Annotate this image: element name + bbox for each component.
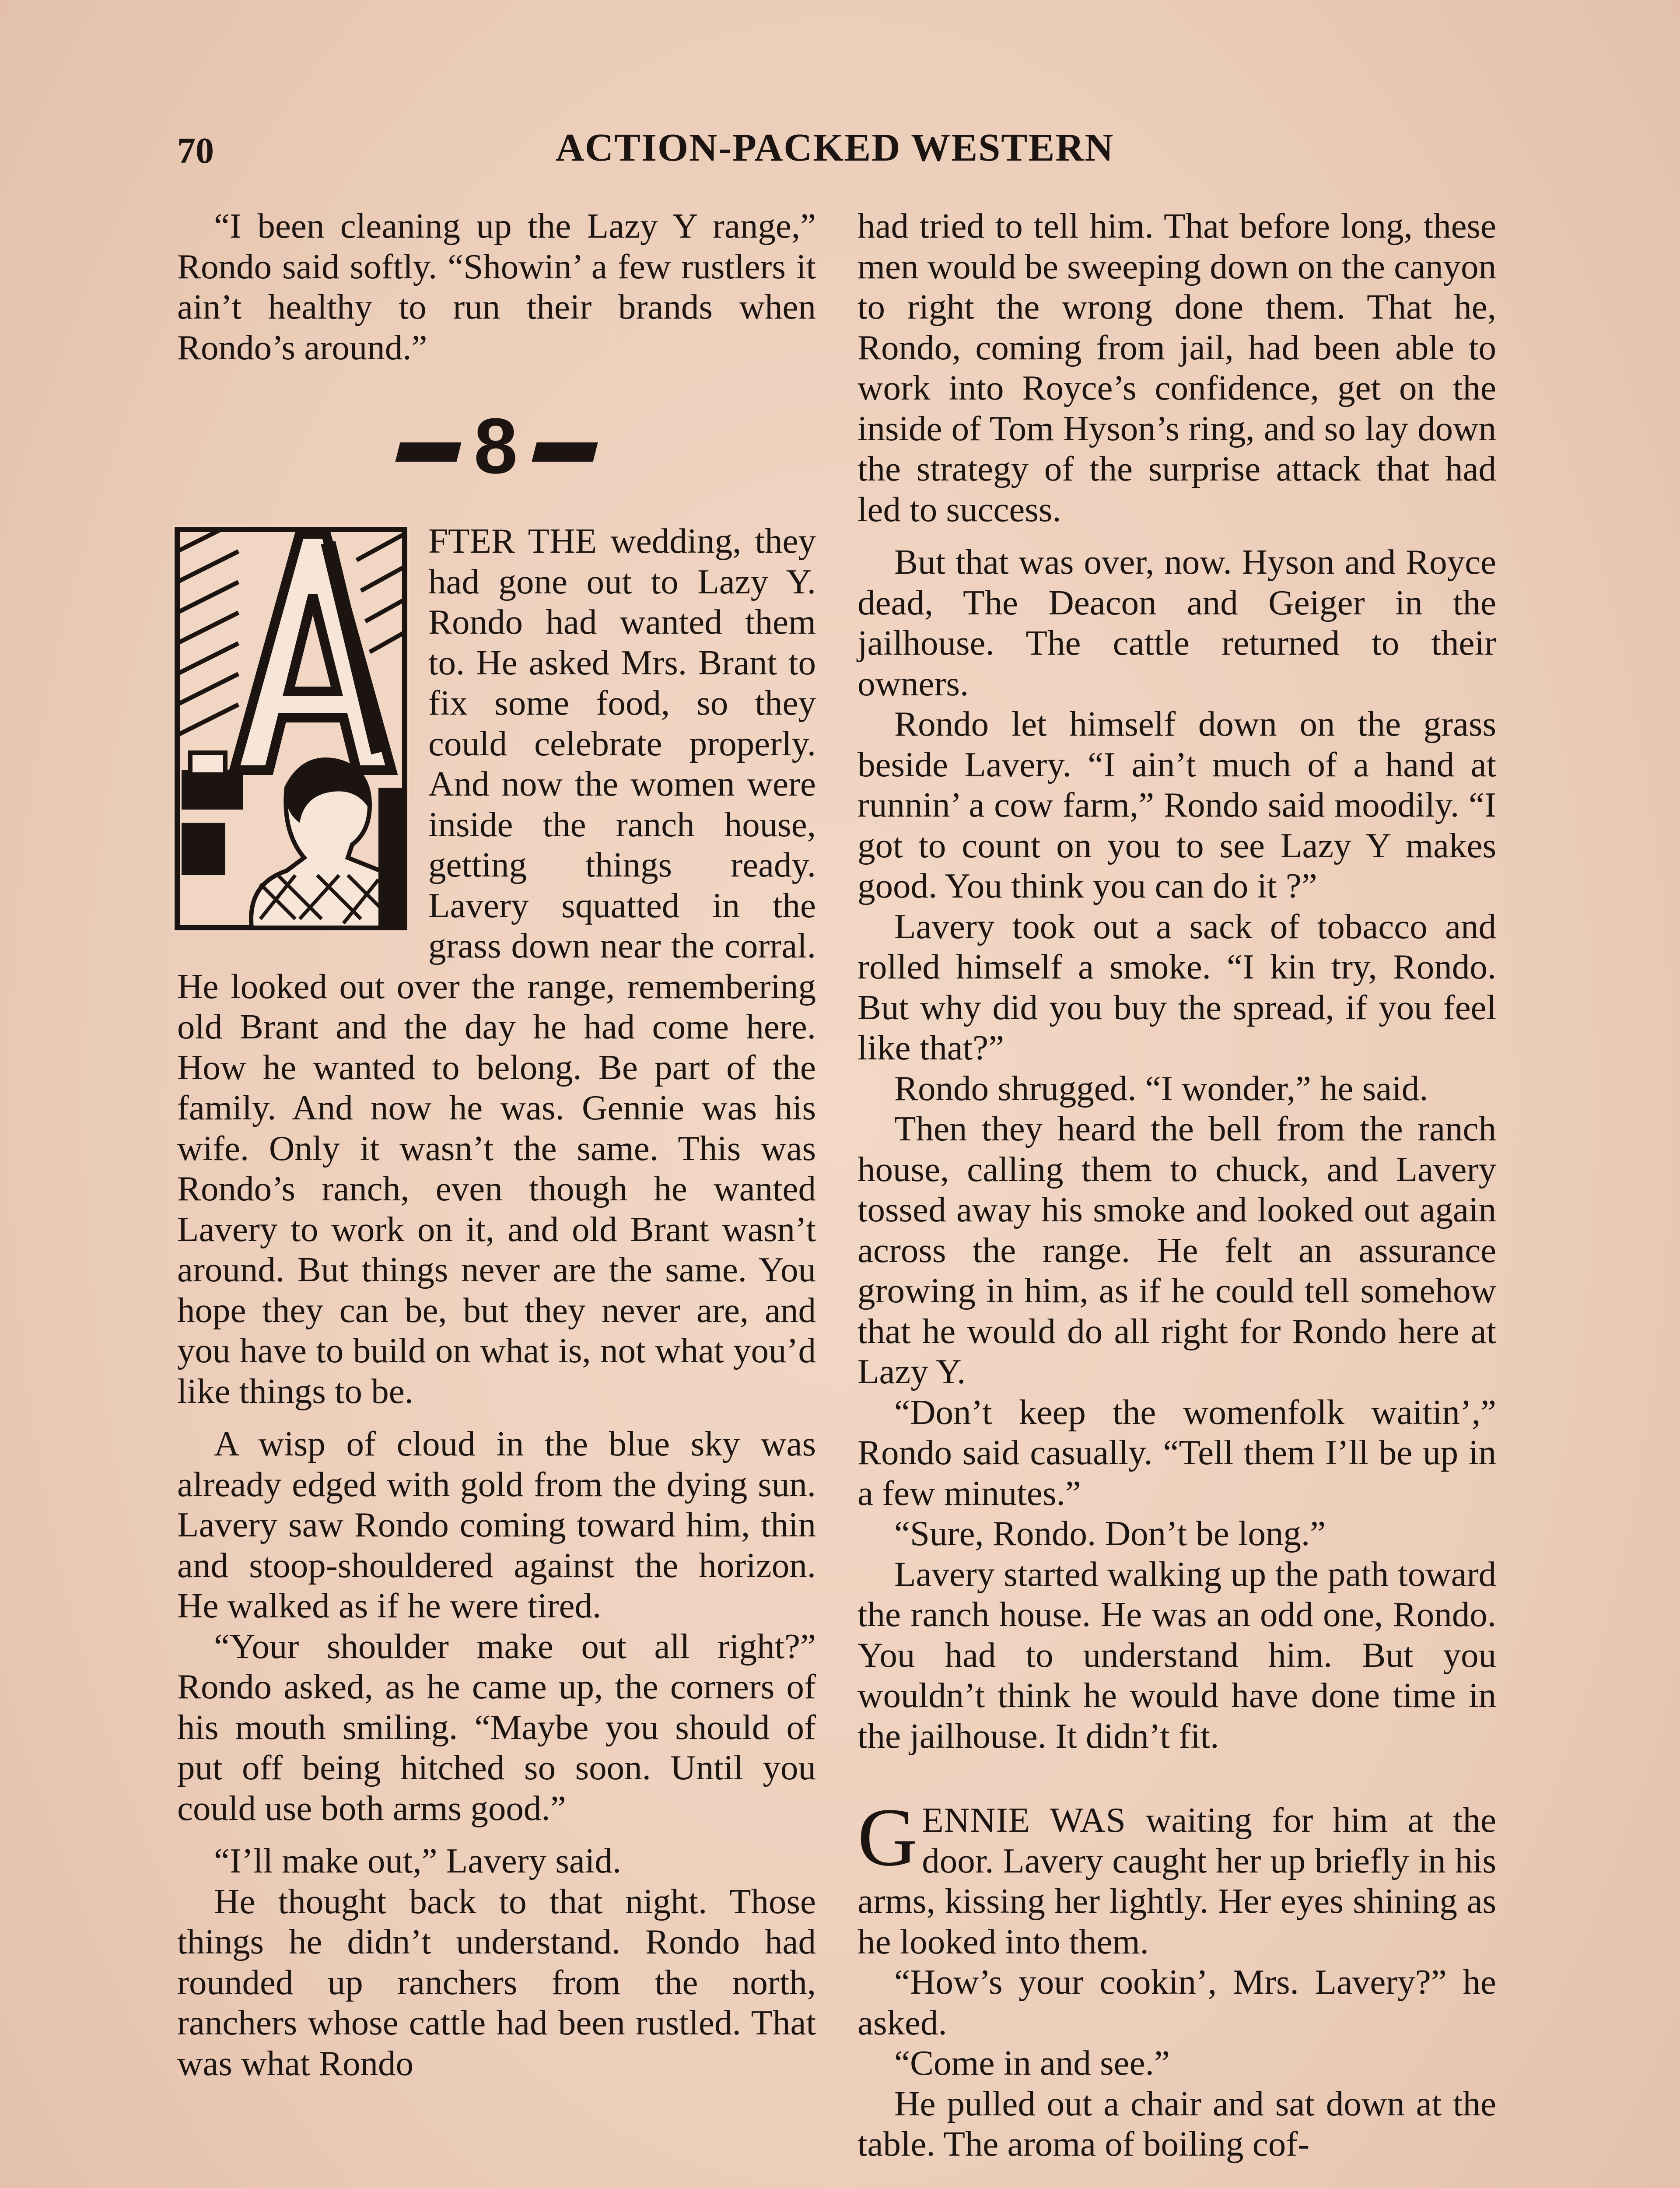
paragraph: Lavery started walking up the path toward the ranch house. He was an odd one, Rondo. You had to understand him. But you wouldn’t think he would have done time in the jailhouse. It didn’t fit. [858,1554,1496,1756]
illustrated-drop-cap-a [173,525,409,932]
paragraph: had tried to tell him. That before long, these men would be sweeping down on the canyon to right the wrong done them. That he, Rondo, coming from jail, had been able to work into Royce’s confidence, get on the inside of Tom Hyson’s ring, and so lay down the strategy of the surprise attack that had led to success. [858,206,1496,529]
paragraph: “Sure, Rondo. Don’t be long.” [894,1514,1326,1553]
lead-in-caps: ENNIE WAS [922,1800,1126,1840]
chapter-number: 8 [473,402,520,490]
running-title: ACTION-PACKED WESTERN [556,126,1114,169]
paragraph: But that was over, now. Hyson and Royce dead, The Deacon and Geiger in the jailhouse. The cattle returned to their owners. [858,542,1496,703]
paragraph: A wisp of cloud in the blue sky was already edged with gold from the dying sun. Lavery saw Rondo coming toward him, thin and stoop-shouldered against the horizon. He walked as if he were tired. [177,1424,816,1625]
page-number: 70 [177,130,214,171]
paragraph: Rondo shrugged. “I wonder,” he said. [894,1068,1428,1108]
section-opening-paragraph [858,1792,1496,1962]
paragraph: “How’s your cookin’, Mrs. Lavery?” he asked. [858,1962,1496,2042]
right-column [858,206,1496,2164]
paragraph: Lavery took out a sack of tobacco and rolled himself a smoke. “I kin try, Rondo. But why did you buy the spread, if you feel like that?” [858,906,1496,1067]
paragraph: “Come in and see.” [894,2043,1170,2083]
paragraph: Then they heard the bell from the ranch house, calling them to chuck, and Lavery tossed away his smoke and looked out again across the range. He felt an assurance growing in him, as if he could tell somehow that he would do all right for Rondo here at Lazy Y. [858,1109,1496,1391]
chapter-heading [177,403,816,490]
paragraph: FTER THE wedding, they had gone out to Lazy Y. Rondo had wanted them to. He asked Mrs. Brant to fix some food, so they could celebrate properly. And now the women were inside the ranch house, getting things ready. Lavery squatted in the grass down near the corral. He looked out over the range, remembering old Brant and the day he had come here. How he wanted to belong. Be part of the family. And now he was. Gennie was his wife. Only it wasn’t the same. This was Rondo’s ranch, even though he wanted Lavery to work on it, and old Brant wasn’t around. But things never are the same. You hope they can be, but they never are, and you have to build on what is, not what you’d like things to be. [177,521,816,1411]
page-header [0,117,1680,179]
paragraph: He pulled out a chair and sat down at the table. The aroma of boiling cof- [858,2083,1496,2163]
paragraph-text: waiting for him at the door. Lavery caught her up briefly in his arms, kissing her lightly. Her eyes shining as he looked into them. [858,1800,1496,1961]
chapter-dash-left [395,442,461,462]
paragraph: “I been cleaning up the Lazy Y range,” Rondo said softly. “Showin’ a few rustlers it ain’t healthy to run their brands when Rondo’s around.” [177,206,816,367]
chapter-dash-right [532,442,598,462]
paragraph: “Your shoulder make out all right?” Rondo asked, as he came up, the corners of his mouth smiling. “Maybe you should of put off being hitched so soon. Until you could use both arms good.” [177,1626,816,1828]
paragraph: “I’ll make out,” Lavery said. [214,1841,622,1880]
paragraph: He thought back to that night. Those things he didn’t understand. Rondo had rounded up ranchers from the north, ranchers whose cattle had been rustled. That was what Rondo [177,1881,816,2083]
paragraph: “Don’t keep the womenfolk waitin’,” Rondo said casually. “Tell them I’ll be up in a few minutes.” [858,1392,1496,1513]
paragraph: Rondo let himself down on the grass beside Lavery. “I ain’t much of a hand at runnin’ a cow farm,” Rondo said moodily. “I got to count on you to see Lazy Y makes good. You think you can do it ?” [858,704,1496,905]
left-column [177,206,816,2083]
drop-cap-g: G [858,1792,918,1883]
